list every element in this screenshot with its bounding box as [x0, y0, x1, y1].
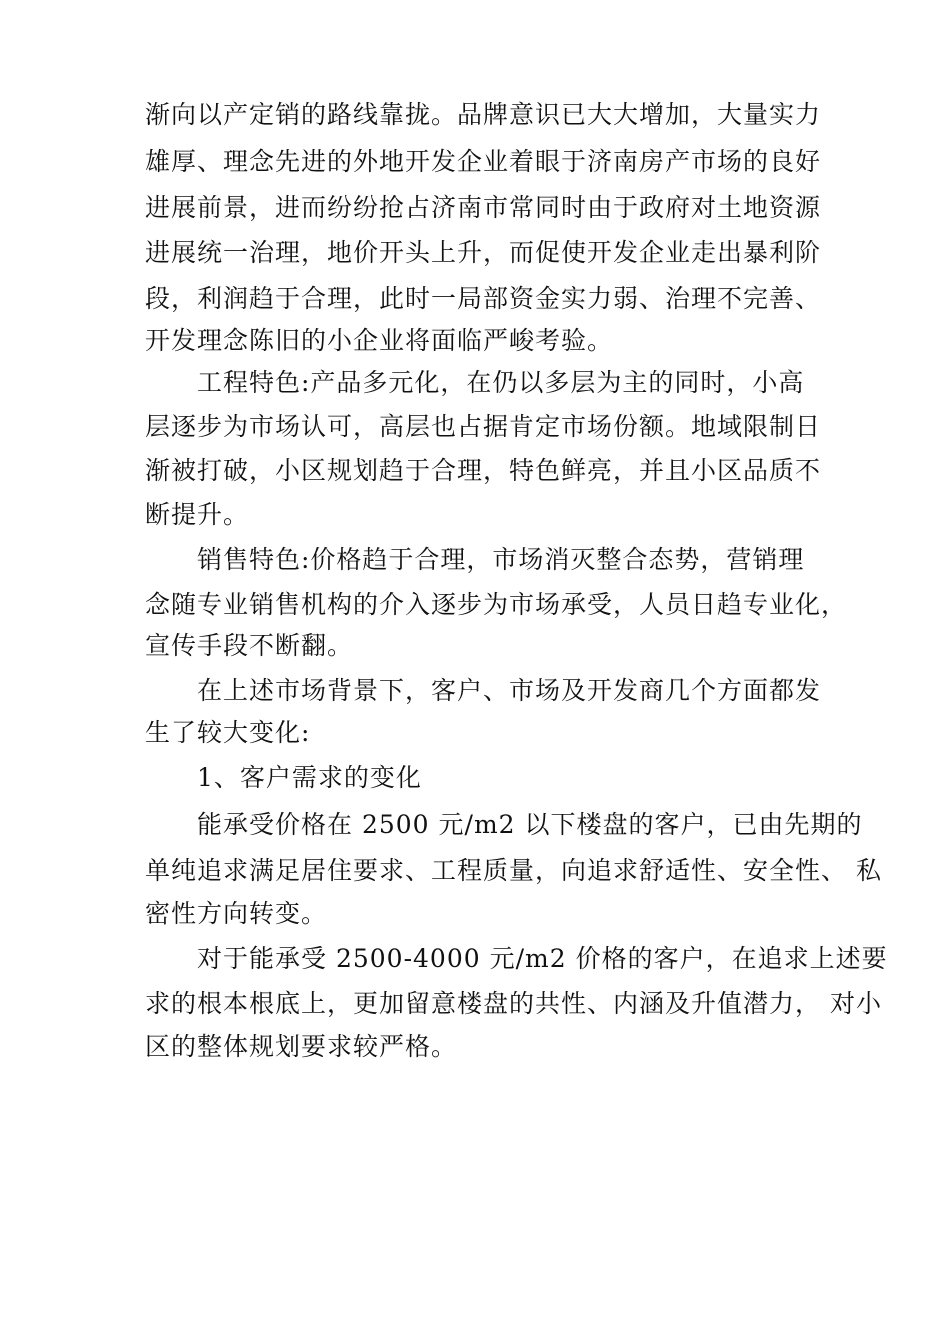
text-line: 销售特色:价格趋于合理，市场消灭整合态势，营销理 — [197, 545, 805, 574]
text-line: 密性方向转变。 — [145, 899, 328, 928]
text-line: 生了较大变化: — [145, 718, 311, 747]
text-line: 宣传手段不断翻。 — [145, 631, 354, 660]
text-line: 进展前景，进而纷纷抢占济南市常同时由于政府对土地资源 — [145, 193, 822, 222]
text-line: 层逐步为市场认可，高层也占据肯定市场份额。地域限制日 — [145, 412, 822, 441]
text-line: 念随专业销售机构的介入逐步为市场承受，人员日趋专业化， — [145, 590, 848, 619]
text-line: 对于能承受 2500-4000 元/m2 价格的客户，在追求上述要 — [197, 944, 888, 973]
section-heading: 1、客户需求的变化 — [197, 763, 422, 792]
text-line: 开发理念陈旧的小企业将面临严峻考验。 — [145, 326, 614, 355]
text-line: 能承受价格在 2500 元/m2 以下楼盘的客户，已由先期的 — [197, 810, 863, 839]
text-line: 渐被打破，小区规划趋于合理，特色鲜亮，并且小区品质不 — [145, 456, 822, 485]
text-line: 雄厚、理念先进的外地开发企业着眼于济南房产市场的良好 — [145, 147, 822, 176]
text-line: 在上述市场背景下，客户、市场及开发商几个方面都发 — [197, 676, 822, 705]
text-line: 区的整体规划要求较严格。 — [145, 1032, 458, 1061]
text-line: 工程特色:产品多元化，在仍以多层为主的同时，小高 — [197, 368, 805, 397]
text-line: 单纯追求满足居住要求、工程质量，向追求舒适性、安全性、 私 — [145, 856, 882, 885]
text-line: 段，利润趋于合理，此时一局部资金实力弱、治理不完善、 — [145, 284, 822, 313]
text-line: 求的根本根底上，更加留意楼盘的共性、内涵及升值潜力， 对小 — [145, 989, 882, 1018]
text-line: 断提升。 — [145, 500, 250, 529]
text-line: 渐向以产定销的路线靠拢。品牌意识已大大增加，大量实力 — [145, 100, 822, 129]
text-line: 进展统一治理，地价开头上升，而促使开发企业走出暴利阶 — [145, 238, 822, 267]
